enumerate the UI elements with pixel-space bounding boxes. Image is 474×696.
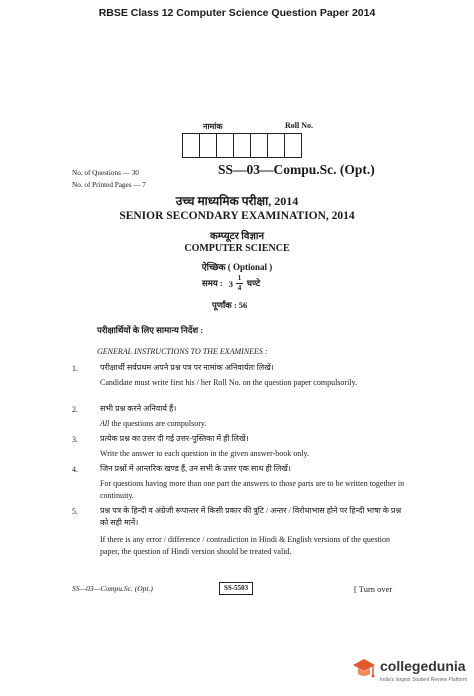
instruction-hindi: जिन प्रश्नों में आन्तरिक खण्ड हैं, उन सभी के उत्तर एक साथ ही लिखें। [100, 464, 291, 473]
roll-box-cell[interactable] [199, 133, 217, 158]
roll-number-boxes[interactable] [183, 133, 302, 158]
time-unit: घण्टे [246, 278, 261, 288]
turn-over-label: [ Turn over [354, 584, 393, 594]
instruction-hindi: प्रत्येक प्रश्न का उत्तर दी गई उत्तर-पुस्तिका में ही लिखें। [100, 434, 249, 443]
roll-box-cell[interactable] [233, 133, 251, 158]
roll-box-cell[interactable] [284, 133, 302, 158]
instruction-number: 4. [72, 465, 78, 474]
exam-title-english: SENIOR SECONDARY EXAMINATION, 2014 [119, 210, 355, 222]
brand-name: collegedunia [380, 658, 466, 674]
roll-box-cell[interactable] [182, 133, 200, 158]
brand-logo[interactable] [350, 654, 468, 692]
time-whole: 3 [228, 278, 233, 289]
graduation-cap-icon [352, 657, 376, 683]
instruction-number: 2. [72, 405, 78, 414]
roll-box-cell[interactable] [267, 133, 285, 158]
subject-english: COMPUTER SCIENCE [184, 243, 290, 254]
instruction-english [100, 418, 410, 430]
subject-hindi: कम्प्यूटर विज्ञान [209, 231, 264, 242]
footer-paper-code: SS—03—Compu.Sc. (Opt.) [72, 584, 153, 593]
instruction-hindi: परीक्षार्थी सर्वप्रथम अपने प्रश्न पत्र पर नामांक अनिवार्यतः लिखें। [100, 363, 274, 372]
time-fraction-num: 1 [237, 274, 242, 282]
num-questions: No. of Questions — 30 [72, 169, 139, 177]
exam-title-hindi: उच्च माध्यमिक परीक्षा, 2014 [175, 194, 299, 208]
instruction-english-rest: the questions are compulsory. [109, 419, 207, 428]
instructions-heading-english: GENERAL INSTRUCTIONS TO THE EXAMINEES : [97, 347, 268, 356]
page-header-title: RBSE Class 12 Computer Science Question Paper 2014 [98, 7, 376, 19]
instruction-english: If there is any error / difference / contradiction in Hindi & English versions of the question paper, the question of Hindi version should be treated valid. [100, 535, 390, 556]
brand-tagline: India's largest Student Review Platform [380, 677, 468, 683]
instruction-hindi: प्रश्न पत्र के हिन्दी व अंग्रेजी रूपान्तर में किसी प्रकार की त्रुटि / अन्तर / विरोधाभास होने पर हिन्दी भाषा के प्रश्न को सही मानें। [100, 506, 402, 527]
optional-label: ऐच्छिक ( Optional ) [201, 262, 273, 272]
roll-label-english: Roll No. [285, 121, 313, 130]
instruction-number: 5. [72, 507, 78, 516]
time-fraction-den: 4 [237, 284, 242, 292]
time-label: समय : [202, 278, 223, 288]
instruction-number: 1. [72, 364, 78, 373]
instructions-heading-hindi: परीक्षार्थियों के लिए सामान्य निर्देश : [97, 325, 204, 335]
max-marks: पूर्णांक : 56 [212, 300, 248, 310]
instruction-english-emphasis: All [100, 419, 110, 428]
instruction-english: For questions having more than one part the answers to those parts are to be written together in continuity. [100, 479, 405, 500]
instruction-hindi: सभी प्रश्न करने अनिवार्य हैं। [100, 404, 177, 413]
instruction-english: Write the answer to each question in the given answer-book only. [100, 449, 309, 458]
paper-code: SS—03—Compu.Sc. (Opt.) [218, 162, 375, 177]
instruction-number: 3. [72, 435, 78, 444]
num-printed-pages: No. of Printed Pages — 7 [72, 181, 146, 189]
time-fraction [236, 275, 243, 292]
roll-box-cell[interactable] [216, 133, 234, 158]
roll-box-cell[interactable] [250, 133, 268, 158]
instruction-english: Candidate must write first his / her Roll No. on the question paper compulsorily. [100, 378, 357, 387]
roll-label-hindi: नामांक [203, 122, 223, 131]
footer-series-code: SS-5503 [219, 582, 253, 595]
time-allowed [202, 275, 260, 292]
